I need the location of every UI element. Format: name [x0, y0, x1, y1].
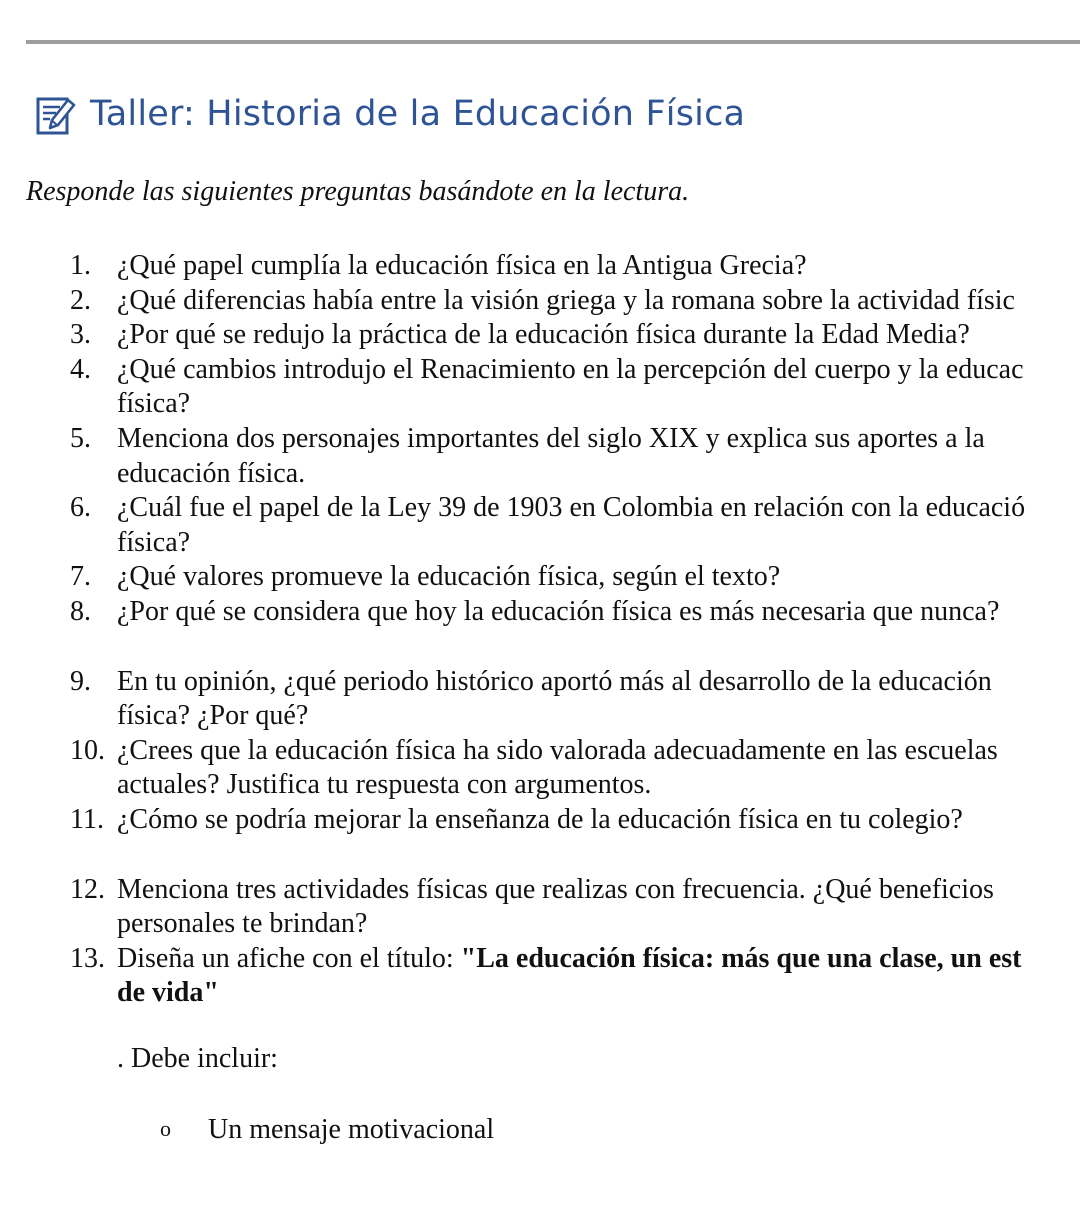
instructions-text: Responde las siguientes preguntas basándote en la lectura.: [26, 176, 690, 207]
question-number: 2.: [70, 284, 91, 316]
question-text: ¿Por qué se considera que hoy la educación física es más necesaria que nunca?: [117, 595, 1000, 627]
question-text-continued: educación física.: [117, 457, 306, 489]
question-number: 6.: [70, 492, 91, 524]
question-item: [0, 318, 1080, 353]
question-text: En tu opinión, ¿qué periodo histórico aportó más al desarrollo de la educación: [117, 665, 992, 697]
question-prefix: Diseña un afiche con el título:: [117, 942, 461, 974]
question-item: [0, 595, 1080, 630]
question-text: Menciona tres actividades físicas que realizas con frecuencia. ¿Qué beneficios: [117, 873, 994, 905]
question-item: [0, 284, 1080, 319]
requirements-note: . Debe incluir:: [117, 1043, 278, 1074]
question-text-continued: actuales? Justifica tu respuesta con argumentos.: [117, 769, 652, 801]
question-number: 8.: [70, 595, 91, 627]
poster-title-continued: de vida": [117, 977, 219, 1009]
edit-document-icon: [36, 92, 76, 136]
question-item: [0, 665, 1080, 734]
top-divider: [26, 40, 1080, 44]
bullet-item: [160, 1114, 494, 1146]
question-number: 9.: [70, 665, 91, 697]
question-text: ¿Por qué se redujo la práctica de la educación física durante la Edad Media?: [117, 319, 970, 351]
question-item: [0, 734, 1080, 803]
question-text: ¿Qué valores promueve la educación física, según el texto?: [117, 561, 781, 593]
question-text: ¿Cuál fue el papel de la Ley 39 de 1903 en Colombia en relación con la educació: [117, 492, 1026, 524]
question-text-continued: física? ¿Por qué?: [117, 700, 309, 732]
question-item: [0, 249, 1080, 284]
question-text-continued: física?: [117, 526, 191, 558]
question-item: [0, 803, 1080, 838]
question-text-continued: física?: [117, 388, 191, 420]
question-text: ¿Qué papel cumplía la educación física en la Antigua Grecia?: [117, 250, 807, 281]
question-text: ¿Qué cambios introdujo el Renacimiento en la percepción del cuerpo y la educac: [117, 353, 1024, 385]
question-number: 5.: [70, 422, 91, 454]
question-number: 4.: [70, 353, 91, 385]
question-item: [0, 873, 1080, 942]
question-number: 3.: [70, 319, 91, 351]
question-item: [0, 491, 1080, 560]
question-text-continued: personales te brindan?: [117, 908, 368, 940]
question-number: 10.: [70, 734, 105, 766]
question-number: 11.: [70, 803, 104, 835]
question-item: [0, 353, 1080, 422]
question-item: [0, 942, 1080, 1011]
question-item: [0, 422, 1080, 491]
question-text: ¿Crees que la educación física ha sido valorada adecuadamente en las escuelas: [117, 734, 998, 766]
bullet-marker: o: [160, 1116, 171, 1141]
page-heading: [36, 88, 745, 140]
question-number: 1.: [70, 250, 91, 281]
question-text: [117, 942, 1080, 977]
question-text: ¿Qué diferencias había entre la visión griega y la romana sobre la actividad físic: [117, 284, 1015, 316]
question-number: 12.: [70, 873, 105, 905]
questions-list: [0, 249, 1080, 1011]
question-item: [0, 560, 1080, 595]
question-text: ¿Cómo se podría mejorar la enseñanza de la educación física en tu colegio?: [117, 803, 963, 835]
poster-title: "La educación física: más que una clase, un est: [460, 942, 1022, 974]
question-number: 13.: [70, 942, 105, 974]
question-text: Menciona dos personajes importantes del siglo XIX y explica sus aportes a la: [117, 422, 985, 454]
page-title: Taller: Historia de la Educación Física: [90, 94, 746, 134]
question-number: 7.: [70, 561, 91, 593]
bullet-text: Un mensaje motivacional: [208, 1114, 495, 1145]
